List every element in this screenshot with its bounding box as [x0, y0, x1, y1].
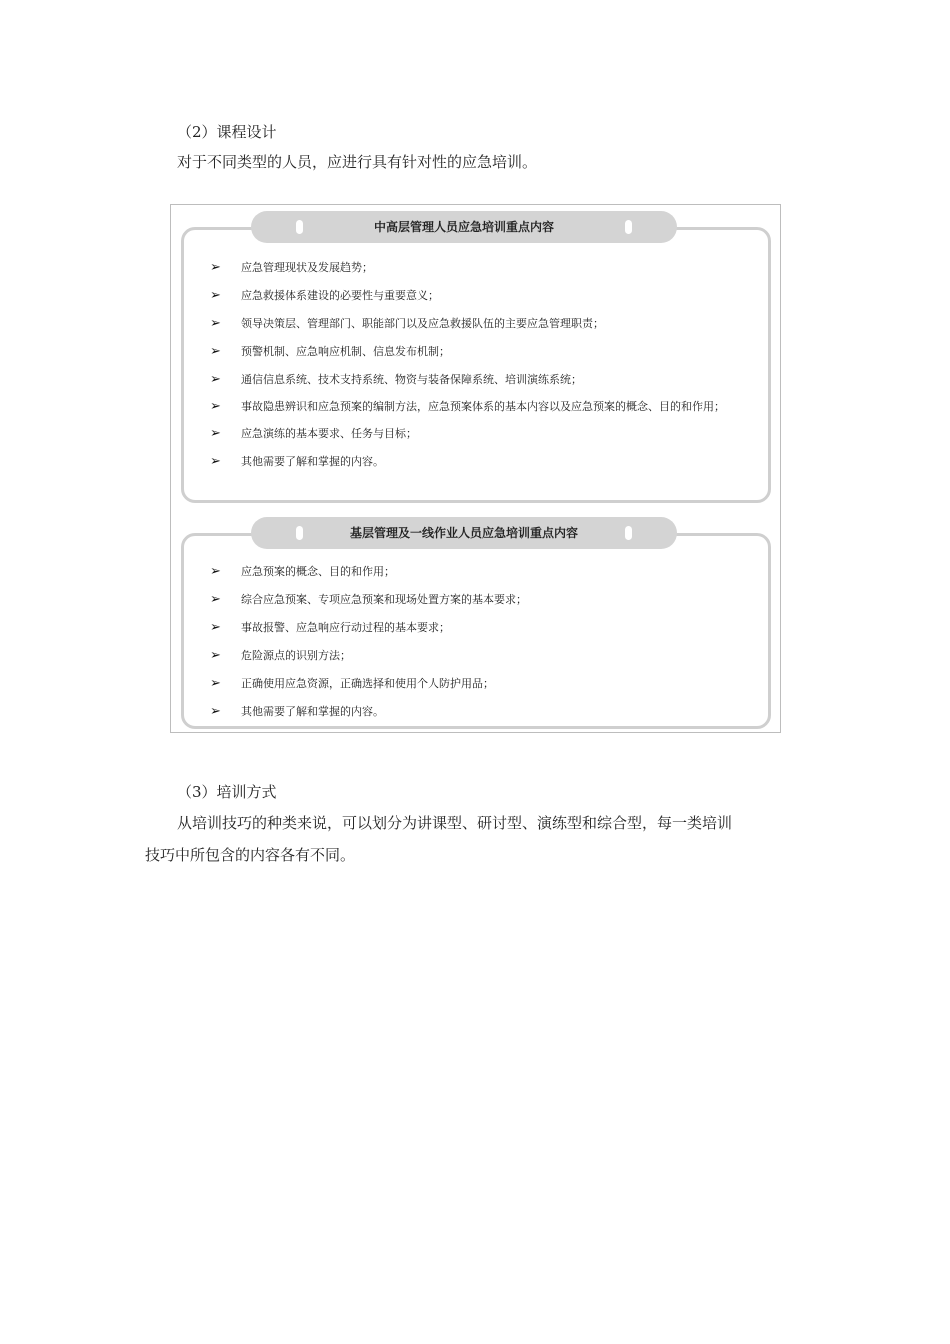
arrow-bullet-icon: ➢ [210, 372, 221, 387]
list-item: ➢ 预警机制、应急响应机制、信息发布机制； [208, 338, 758, 366]
arrow-bullet-icon: ➢ [210, 288, 221, 303]
list-item: ➢ 通信信息系统、技术支持系统、物资与装备保障系统、培训演练系统； [208, 366, 758, 394]
list-item: ➢ 应急演练的基本要求、任务与目标； [208, 420, 758, 448]
list-item: ➢ 其他需要了解和掌握的内容。 [208, 698, 758, 726]
pill-tab-decoration [296, 220, 303, 234]
section-heading-training-method: （3）培训方式 [177, 783, 277, 801]
arrow-bullet-icon: ➢ [210, 676, 221, 691]
list-item: ➢ 应急救援体系建设的必要性与重要意义； [208, 282, 758, 310]
pill-tab-decoration [625, 220, 632, 234]
arrow-bullet-icon: ➢ [210, 564, 221, 579]
list-item: ➢ 危险源点的识别方法； [208, 642, 758, 670]
section-heading-course-design: （2）课程设计 [177, 123, 277, 141]
arrow-bullet-icon: ➢ [210, 648, 221, 663]
list-item: ➢ 正确使用应急资源，正确选择和使用个人防护用品； [208, 670, 758, 698]
arrow-bullet-icon: ➢ [210, 316, 221, 331]
training-content-figure [170, 204, 781, 733]
list-item: ➢ 综合应急预案、专项应急预案和现场处置方案的基本要求； [208, 586, 758, 614]
arrow-bullet-icon: ➢ [210, 399, 221, 414]
list-item: ➢ 事故隐患辨识和应急预案的编制方法，应急预案体系的基本内容以及应急预案的概念、目的和作用； [208, 394, 758, 420]
arrow-bullet-icon: ➢ [210, 260, 221, 275]
arrow-bullet-icon: ➢ [210, 704, 221, 719]
section-paragraph-course-design: 对于不同类型的人员，应进行具有针对性的应急培训。 [177, 153, 538, 171]
list-frontline-staff [208, 558, 758, 726]
list-item: ➢ 事故报警、应急响应行动过程的基本要求； [208, 614, 758, 642]
arrow-bullet-icon: ➢ [210, 426, 221, 441]
arrow-bullet-icon: ➢ [210, 592, 221, 607]
arrow-bullet-icon: ➢ [210, 454, 221, 469]
pill-tab-decoration [625, 526, 632, 540]
panel-frontline-staff [181, 533, 771, 729]
pill-tab-decoration [296, 526, 303, 540]
section-paragraph-training-method-line2: 技巧中所包含的内容各有不同。 [145, 846, 356, 864]
arrow-bullet-icon: ➢ [210, 620, 221, 635]
panel-senior-management [181, 227, 771, 503]
list-item: ➢ 其他需要了解和掌握的内容。 [208, 448, 758, 476]
list-item: ➢ 应急管理现状及发展趋势； [208, 254, 758, 282]
panel-title-senior-management: 中高层管理人员应急培训重点内容 [251, 211, 677, 243]
list-senior-management [208, 254, 758, 476]
panel-title-frontline-staff: 基层管理及一线作业人员应急培训重点内容 [251, 517, 677, 549]
arrow-bullet-icon: ➢ [210, 344, 221, 359]
section-paragraph-training-method-line1: 从培训技巧的种类来说，可以划分为讲课型、研讨型、演练型和综合型，每一类培训 [177, 814, 733, 832]
list-item: ➢ 应急预案的概念、目的和作用； [208, 558, 758, 586]
list-item: ➢ 领导决策层、管理部门、职能部门以及应急救援队伍的主要应急管理职责； [208, 310, 758, 338]
